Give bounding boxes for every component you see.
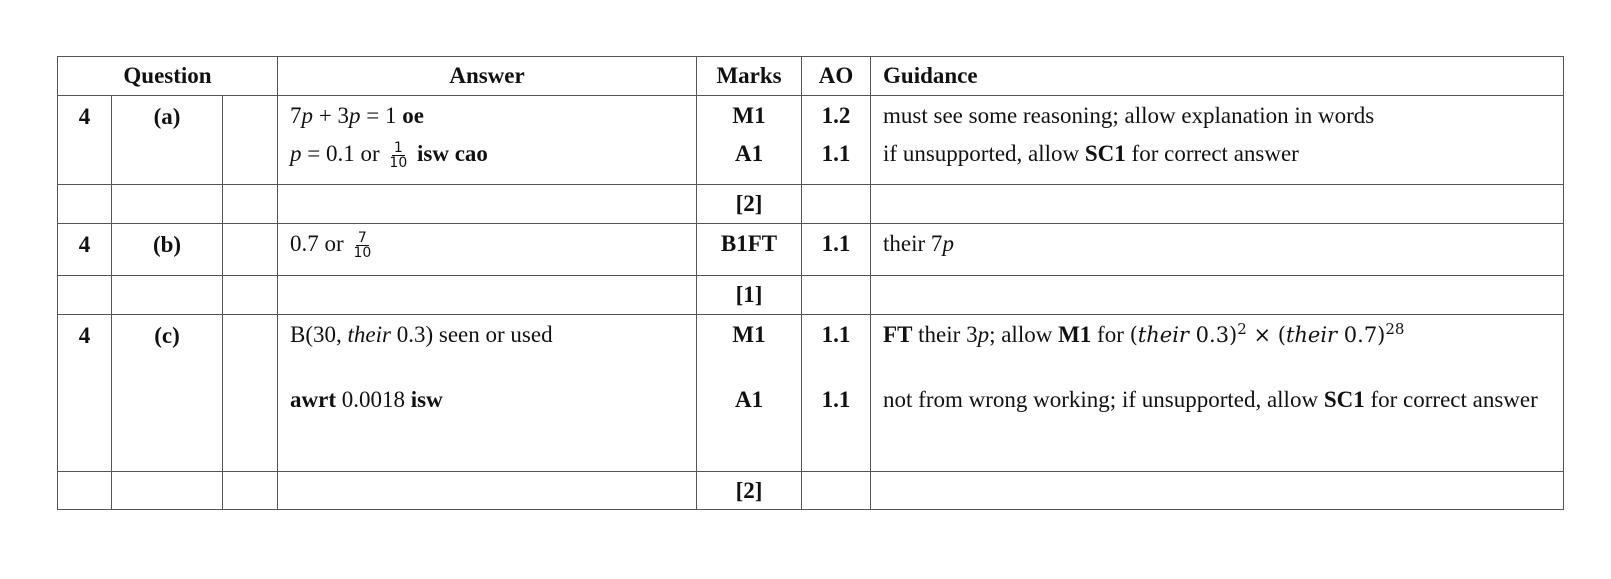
header-row — [58, 57, 1564, 96]
question-number: 4 — [58, 224, 112, 276]
answer-line-2: p = 0.1 or $\frac{1}{10}$ isw cao — [290, 140, 488, 172]
question-part: (a) — [112, 96, 223, 185]
header-marks: Marks — [697, 57, 802, 96]
answer-cell — [278, 96, 697, 185]
question-number: 4 — [58, 315, 112, 472]
table-row-4a-total — [58, 185, 1564, 224]
fraction: $\frac{1}{10}$ — [389, 140, 408, 172]
question-part: (c) — [112, 315, 223, 472]
guidance-cell: must see some reasoning; allow explanation in words if unsupported, allow SC1 for correct answer — [871, 96, 1564, 185]
header-answer: Answer — [278, 57, 697, 96]
question-subpart — [223, 96, 278, 185]
header-ao: AO — [802, 57, 871, 96]
fraction: $\frac{7}{10}$ — [353, 230, 372, 262]
marks-total: [2] — [697, 185, 802, 224]
answer-cell: 0.7 or $\frac{7}{10}$ — [278, 224, 697, 276]
marks-cell: M1 A1 — [697, 96, 802, 185]
ao-cell: 1.1 — [802, 224, 871, 276]
mark-scheme-table — [57, 56, 1564, 510]
header-question: Question — [58, 57, 278, 96]
ao-cell: 1.2 1.1 — [802, 96, 871, 185]
table-row-4a — [58, 96, 1564, 185]
answer-cell: B(30, their 0.3) seen or used awrt 0.0018 isw — [278, 315, 697, 472]
header-guidance: Guidance — [871, 57, 1564, 96]
answer-line-1: 7p + 3p = 1 oe — [290, 103, 424, 128]
question-subpart — [223, 315, 278, 472]
question-subpart — [223, 224, 278, 276]
table-row-4c-total — [58, 472, 1564, 510]
math-expression: (their 0.3)$^2$ × (their 0.7)$^{28}$ — [1129, 320, 1405, 347]
guidance-cell: FT their 3p; allow M1 for (their 0.3)$^2$ × (their 0.7)$^{28}$ not from wrong working; if unsupported, allow SC1 for correct answer — [871, 315, 1564, 472]
question-part: (b) — [112, 224, 223, 276]
table-row-4c — [58, 315, 1564, 472]
marks-cell: B1FT — [697, 224, 802, 276]
ao-cell: 1.1 1.1 — [802, 315, 871, 472]
marks-total: [1] — [697, 276, 802, 315]
table-row-4b-total — [58, 276, 1564, 315]
question-number: 4 — [58, 96, 112, 185]
table-row-4b — [58, 224, 1564, 276]
marks-cell: M1 A1 — [697, 315, 802, 472]
guidance-cell: their 7p — [871, 224, 1564, 276]
marks-total: [2] — [697, 472, 802, 510]
